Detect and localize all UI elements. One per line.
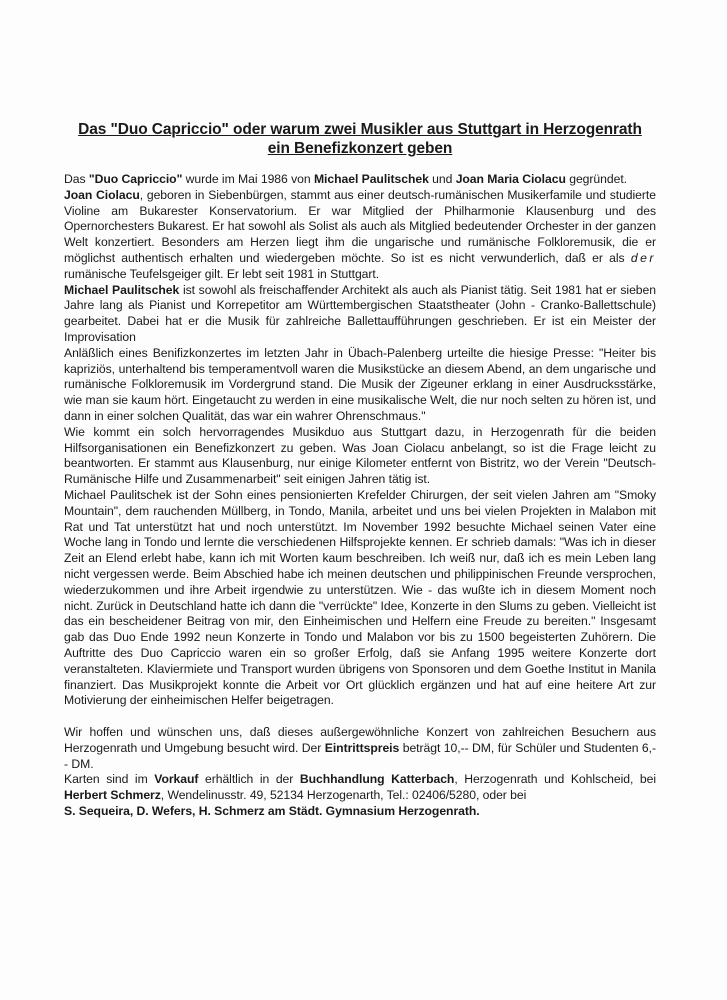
text-run: Das [64,172,89,186]
paragraph-ciolacu [64,188,656,283]
text-run: Wir hoffen und wünschen uns, daß dieses außergewöhnliche Konzert von zahlreichen Besuchern aus Herzogenrath und Umgebung besucht wird. Der [64,725,656,755]
ticket-sellers: S. Sequeira, D. Wefers, H. Schmerz am Städt. Gymnasium Herzogenrath. [64,804,480,819]
contact-name: Herbert Schmerz [64,788,161,803]
paragraph-tickets [64,772,656,804]
duo-name: "Duo Capriccio" [88,172,183,186]
text-run: ist sowohl als freischaffender Architekt als auch als Pianist tätig. Seit 1981 hat er sieben Jahre lang als Pianist und Korrepetitor am Württembergischen Staatstheater (John - Cranko-Ballettschule) gearbeitet. Dabei hat er die Musik für zahlreiche Ballettaufführungen geschrieben. Er ist ein Meister der Improvisation [64,282,656,344]
paragraph-wishes [64,725,656,772]
bookshop-name: Buchhandlung Katterbach [299,772,455,787]
text-run: gegründet. [565,172,627,186]
paragraph-gap [64,709,656,725]
musician-name-paulitschek: Michael Paulitschek [313,172,429,186]
text-run: rumänische Teufelsgeiger gilt. Er lebt seit 1981 in Stuttgart. [64,266,380,281]
paragraph-manila: Michael Paulitschek ist der Sohn eines pensionierten Krefelder Chirurgen, der seit vielen Jahren am "Smoky Mountain", dem rauchenden Müllberg, in Tondo, Manila, arbeitet und uns bei vielen Projekten in Malabon mit Rat und Tat unterstützt hat und noch unterstützt. Im November 1992 besuchte Michael seinen Vater eine Woche lang in Tondo und lernte die verschiedenen Hilfsprojekte kennen. Er schrieb damals: "Was ich in dieser Zeit an Elend erlebt habe, kann ich mit Worten kaum beschreiben. Ich weiß nur, daß ich es mein Leben lang nicht vergessen werde. Beim Abschied habe ich meinen deutschen und philippinischen Freunde versprochen, wiederzukommen und ihre Arbeit irgendwie zu unterstützen. Wie - das wußte ich in diesem Moment noch nicht. Zurück in Deutschland hatte ich dann die "verrückte" Idee, Konzerte in den Slums zu geben. Vielleicht ist das ein bescheidener Beitrag von mir, den Einheimischen und Helfern eine Freude zu bereiten." Insgesamt gab das Duo Ende 1992 neun Konzerte in Tondo und Malabon vor bis zu 1500 begeisterten Zuhörern. Die Auftritte des Duo Capriccio waren ein so großer Erfolg, daß sie Anfang 1995 weitere Konzerte dort veranstalteten. Klaviermiete und Transport wurden übrigens von Sponsoren und dem Goethe Institut in Manila finanziert. Das Musikprojekt konnte die Arbeit vor Ort glücklich ergänzen und hat auf eine heitere Art zur Motivierung der einheimischen Helfer beigetragen. [64,487,656,708]
ticket-price-label: Eintrittspreis [324,740,400,755]
text-run: Karten sind im [64,772,155,787]
paragraph-intro [64,172,656,188]
title-line-2: ein Benefizkonzert geben [267,140,453,157]
musician-name-ciolacu: Joan Ciolacu [64,187,140,202]
document-title [40,120,680,158]
paragraph-ticket-sellers [64,804,656,820]
text-run: , Wendelinusstr. 49, 52134 Herzogenarth, Tel.: 02406/5280, oder bei [160,788,527,803]
text-run: wurde im Mai 1986 von [182,172,314,186]
document-body [64,172,656,820]
musician-name-ciolacu: Joan Maria Ciolacu [455,172,566,186]
emphasis-der: der [630,250,656,265]
text-run: beträgt 10,-- DM, für Schüler und Studenten 6,-- DM. [64,740,656,771]
text-run: und [428,172,456,186]
presale-label: Vorkauf [154,772,199,787]
paragraph-why-herzogenrath: Wie kommt ein solch hervorragendes Musikduo aus Stuttgart dazu, in Herzogenrath für die beiden Hilfsorganisationen ein Benefizkonzert zu geben. Was Joan Ciolacu anbelangt, so ist die Frage leicht zu beantworten. Er stammt aus Klausenburg, nur einige Kilometer entfernt von Bistritz, wo der Verein "Deutsch-Rumänische Hilfe und Zusammenarbeit" seit einigen Jahren tätig ist. [64,424,656,487]
text-run: , geboren in Siebenbürgen, stammt aus einer deutsch-rumänischen Musikerfamile und studierte Violine am Bukarester Konservatorium. Er war Mitglied der Philharmonie Klausenburg und des Opernorchesters Bukarest. Er hat sowohl als Solist als auch als Mitglied bedeutender Orchester in der ganzen Welt konzertiert. Besonders am Herzen liegt ihm die ungarische und rumänische Folkloremusik, die er möglichst authentisch erhalten und wiedergeben möchte. So ist es nicht verwunderlich, daß er als [64,187,656,265]
paragraph-press-quote: Anläßlich eines Benifizkonzertes im letzten Jahr in Übach-Palenberg urteilte die hiesige Presse: "Heiter bis kapriziös, unterhaltend bis temperamentvoll waren die Musikstücke an diesem Abend, an dem ungarische und rumänische Folkloremusik im Vordergrund stand. Die Musik der Zigeuner erklang in einer Ausdrucksstärke, wie man sie kaum hört. Eingetaucht zu werden in eine musikalische Welt, die nur noch selten zu hören ist, und dann in einer solchen Qualität, das war ein wahrer Ohrenschmaus." [64,345,656,423]
title-line-1: Das "Duo Capriccio" oder warum zwei Musikler aus Stuttgart in Herzogenrath [78,121,642,138]
musician-name-paulitschek: Michael Paulitschek [64,282,180,297]
text-run: erhältlich in der [198,772,300,787]
text-run: , Herzogenrath und Kohlscheid, bei [454,772,656,787]
paragraph-paulitschek [64,283,656,346]
